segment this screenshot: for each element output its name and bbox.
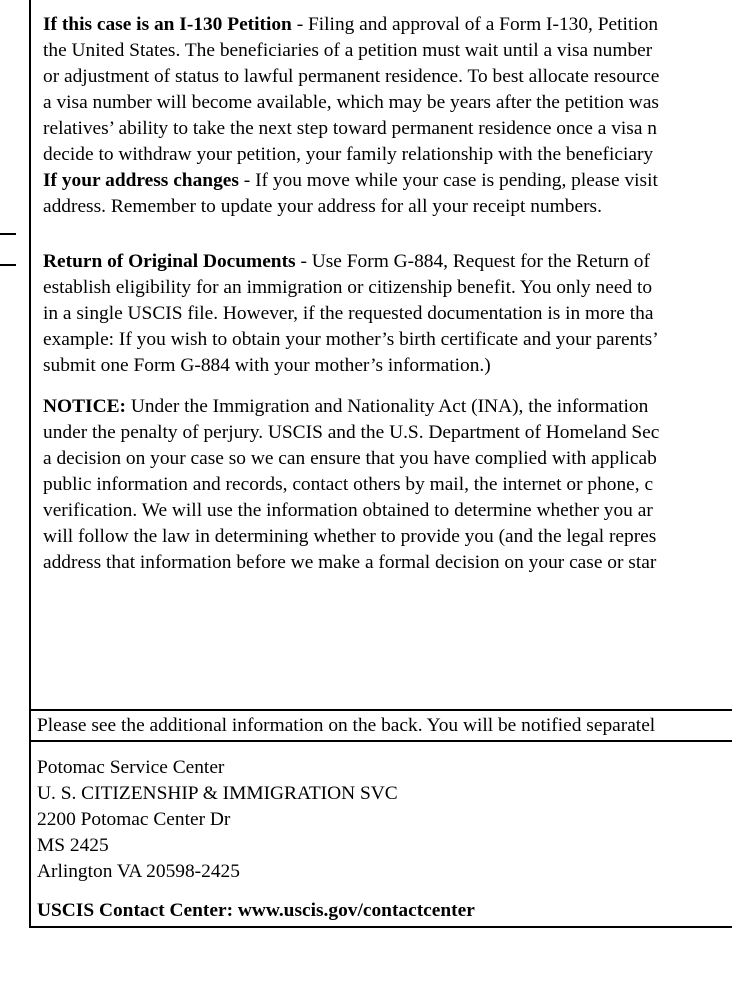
- return-docs-line-1: Return of Original Documents - Use Form G-884, Request for the Return of: [43, 251, 650, 272]
- notice-line-3: a decision on your case so we can ensure that you have complied with applicab: [43, 448, 657, 469]
- address-change-line-2: address. Remember to update your address for all your receipt numbers.: [43, 196, 602, 217]
- notice-body: [31, 0, 732, 711]
- return-docs-line-5: submit one Form G-884 with your mother’s information.): [43, 355, 491, 376]
- address-change-line-1: If your address changes - If you move while your case is pending, please visit: [43, 170, 658, 191]
- notice-line-6: will follow the law in determining whether to provide you (and the legal repres: [43, 526, 657, 547]
- return-docs-line-3: in a single USCIS file. However, if the requested documentation is in more tha: [43, 303, 654, 324]
- office-street: 2200 Potomac Center Dr: [37, 809, 231, 830]
- i130-paragraph: [43, 12, 732, 220]
- notice-line-4: public information and records, contact others by mail, the internet or phone, c: [43, 474, 654, 495]
- notice-line-2: under the penalty of perjury. USCIS and the U.S. Department of Homeland Sec: [43, 422, 660, 443]
- notice-line-1: NOTICE: Under the Immigration and Nationality Act (INA), the information: [43, 396, 649, 417]
- office-name: Potomac Service Center: [37, 757, 225, 778]
- address-change-heading: If your address changes: [43, 170, 239, 191]
- notice-line-7: address that information before we make a formal decision on your case or star: [43, 552, 657, 573]
- margin-tick-lower: [0, 264, 16, 266]
- notice-frame: [29, 0, 732, 928]
- office-agency: U. S. CITIZENSHIP & IMMIGRATION SVC: [37, 783, 398, 804]
- office-city-state-zip: Arlington VA 20598-2425: [37, 861, 240, 882]
- office-address: [37, 755, 398, 885]
- i130-line-4: a visa number will become available, which may be years after the petition was: [43, 92, 659, 113]
- notice-line-5: verification. We will use the information obtained to determine whether you ar: [43, 500, 653, 521]
- contact-center-line: USCIS Contact Center: www.uscis.gov/contactcenter: [37, 900, 475, 921]
- office-mailstop: MS 2425: [37, 835, 109, 856]
- additional-info-line: Please see the additional information on the back. You will be notified separatel: [31, 711, 732, 742]
- i130-line-1: If this case is an I-130 Petition - Filing and approval of a Form I-130, Petition: [43, 14, 659, 35]
- notice-paragraph: [43, 394, 732, 576]
- notice-heading: NOTICE:: [43, 396, 126, 417]
- return-docs-heading: Return of Original Documents: [43, 251, 296, 272]
- margin-tick-upper: [0, 233, 16, 235]
- return-docs-line-4: example: If you wish to obtain your mother’s birth certificate and your parents’: [43, 329, 659, 350]
- i130-line-5: relatives’ ability to take the next step toward permanent residence once a visa n: [43, 118, 657, 139]
- i130-line-6: decide to withdraw your petition, your family relationship with the beneficiary: [43, 144, 654, 165]
- i130-line-2: the United States. The beneficiaries of a petition must wait until a visa number: [43, 40, 653, 61]
- i130-heading: If this case is an I-130 Petition: [43, 14, 292, 35]
- return-documents-paragraph: [43, 249, 732, 379]
- return-docs-line-2: establish eligibility for an immigration or citizenship benefit. You only need to: [43, 277, 653, 298]
- i130-line-3: or adjustment of status to lawful permanent residence. To best allocate resource: [43, 66, 660, 87]
